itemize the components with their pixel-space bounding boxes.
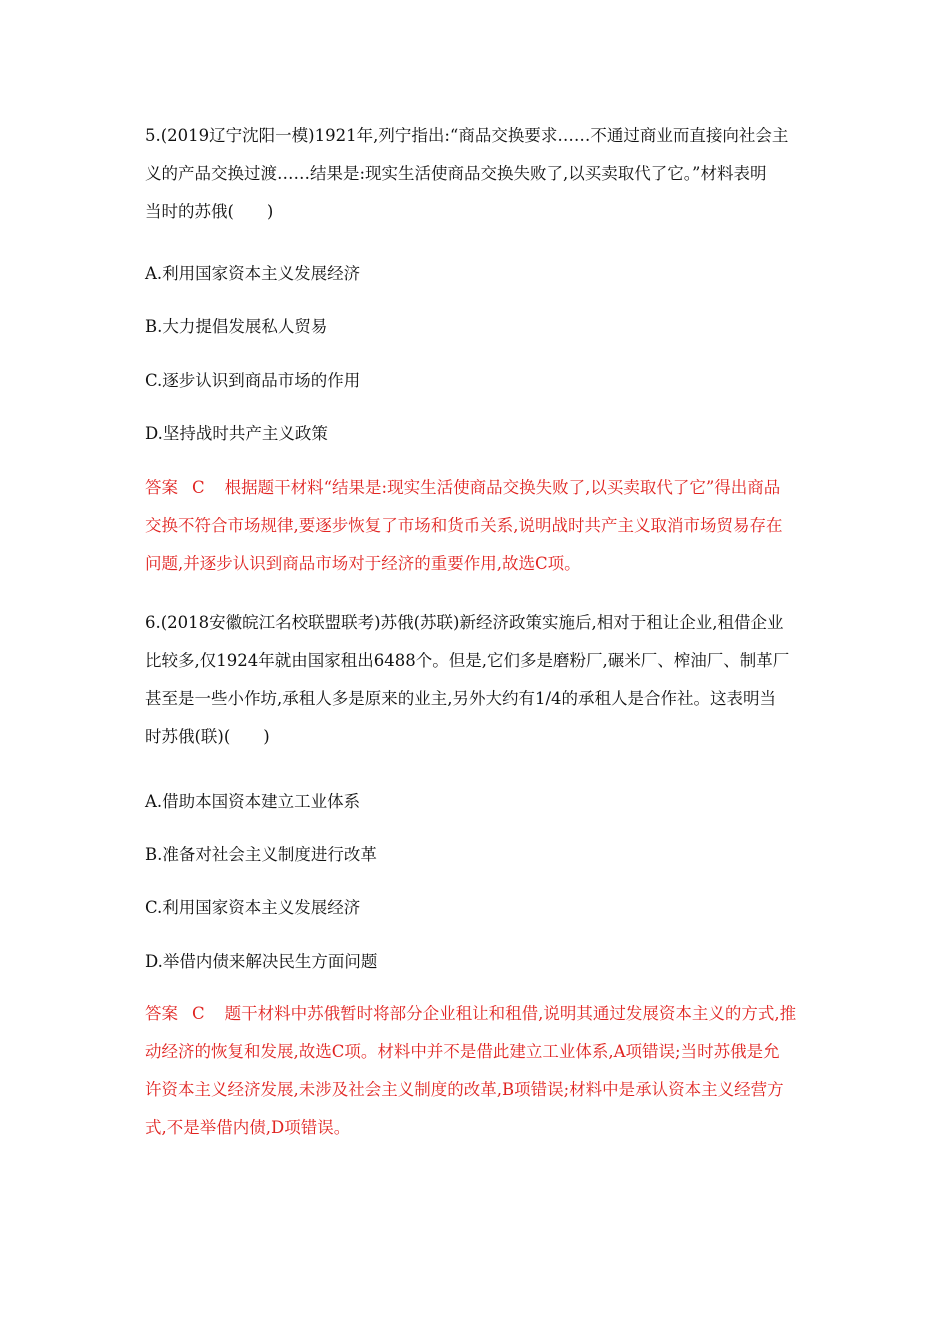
answer-key: C: [192, 1004, 205, 1023]
answer-text: 题干材料中苏俄暂时将部分企业租让和租借,说明其通过发展资本主义的方式,推: [224, 1004, 797, 1023]
stem-line: 甚至是一些小作坊,承租人多是原来的业主,另外大约有1/4的承租人是合作社。这表明当: [145, 689, 777, 708]
answer-text: 根据题干材料“结果是:现实生活使商品交换失败了,以买卖取代了它”得出商品: [224, 478, 781, 497]
q6-answer: [145, 995, 807, 1147]
answer-line: 问题,并逐步认识到商品市场对于经济的重要作用,故选C项。: [145, 554, 581, 573]
q5-option-c: C.逐步认识到商品市场的作用: [145, 371, 361, 390]
question-6-stem: [145, 604, 807, 756]
q5-option-d: D.坚持战时共产主义政策: [145, 424, 328, 443]
q6-option-c: C.利用国家资本主义发展经济: [145, 898, 361, 917]
answer-line: 式,不是举借内债,D项错误。: [145, 1118, 351, 1137]
answer-line: 交换不符合市场规律,要逐步恢复了市场和货币关系,说明战时共产主义取消市场贸易存在: [145, 516, 783, 535]
answer-tag: 答案: [145, 1004, 178, 1023]
answer-tag: 答案: [145, 478, 178, 497]
q5-option-b: B.大力提倡发展私人贸易: [145, 317, 328, 336]
stem-line: 时苏俄(联)( ): [145, 727, 270, 746]
stem-line: 比较多,仅1924年就由国家租出6488个。但是,它们多是磨粉厂,碾米厂、榨油厂、制革厂: [145, 651, 790, 670]
answer-key: C: [192, 478, 205, 497]
q6-option-d: D.举借内债来解决民生方面问题: [145, 952, 378, 971]
question-5-stem: [145, 117, 807, 231]
answer-line: [145, 469, 807, 507]
answer-line: 许资本主义经济发展,未涉及社会主义制度的改革,B项错误;材料中是承认资本主义经营方: [145, 1080, 784, 1099]
answer-line: [145, 995, 807, 1033]
q5-answer: [145, 469, 807, 583]
q6-option-a: A.借助本国资本建立工业体系: [145, 792, 361, 811]
q5-option-a: A.利用国家资本主义发展经济: [145, 264, 361, 283]
stem-line: 当时的苏俄( ): [145, 202, 274, 221]
stem-line: 义的产品交换过渡……结果是:现实生活使商品交换失败了,以买卖取代了它。”材料表明: [145, 164, 767, 183]
stem-line: 6.(2018安徽皖江名校联盟联考)苏俄(苏联)新经济政策实施后,相对于租让企业,租借企业: [145, 613, 784, 632]
answer-line: 动经济的恢复和发展,故选C项。材料中并不是借此建立工业体系,A项错误;当时苏俄是允: [145, 1042, 780, 1061]
q6-option-b: B.准备对社会主义制度进行改革: [145, 845, 377, 864]
stem-line: 5.(2019辽宁沈阳一模)1921年,列宁指出:“商品交换要求……不通过商业而直接向社会主: [145, 126, 789, 145]
